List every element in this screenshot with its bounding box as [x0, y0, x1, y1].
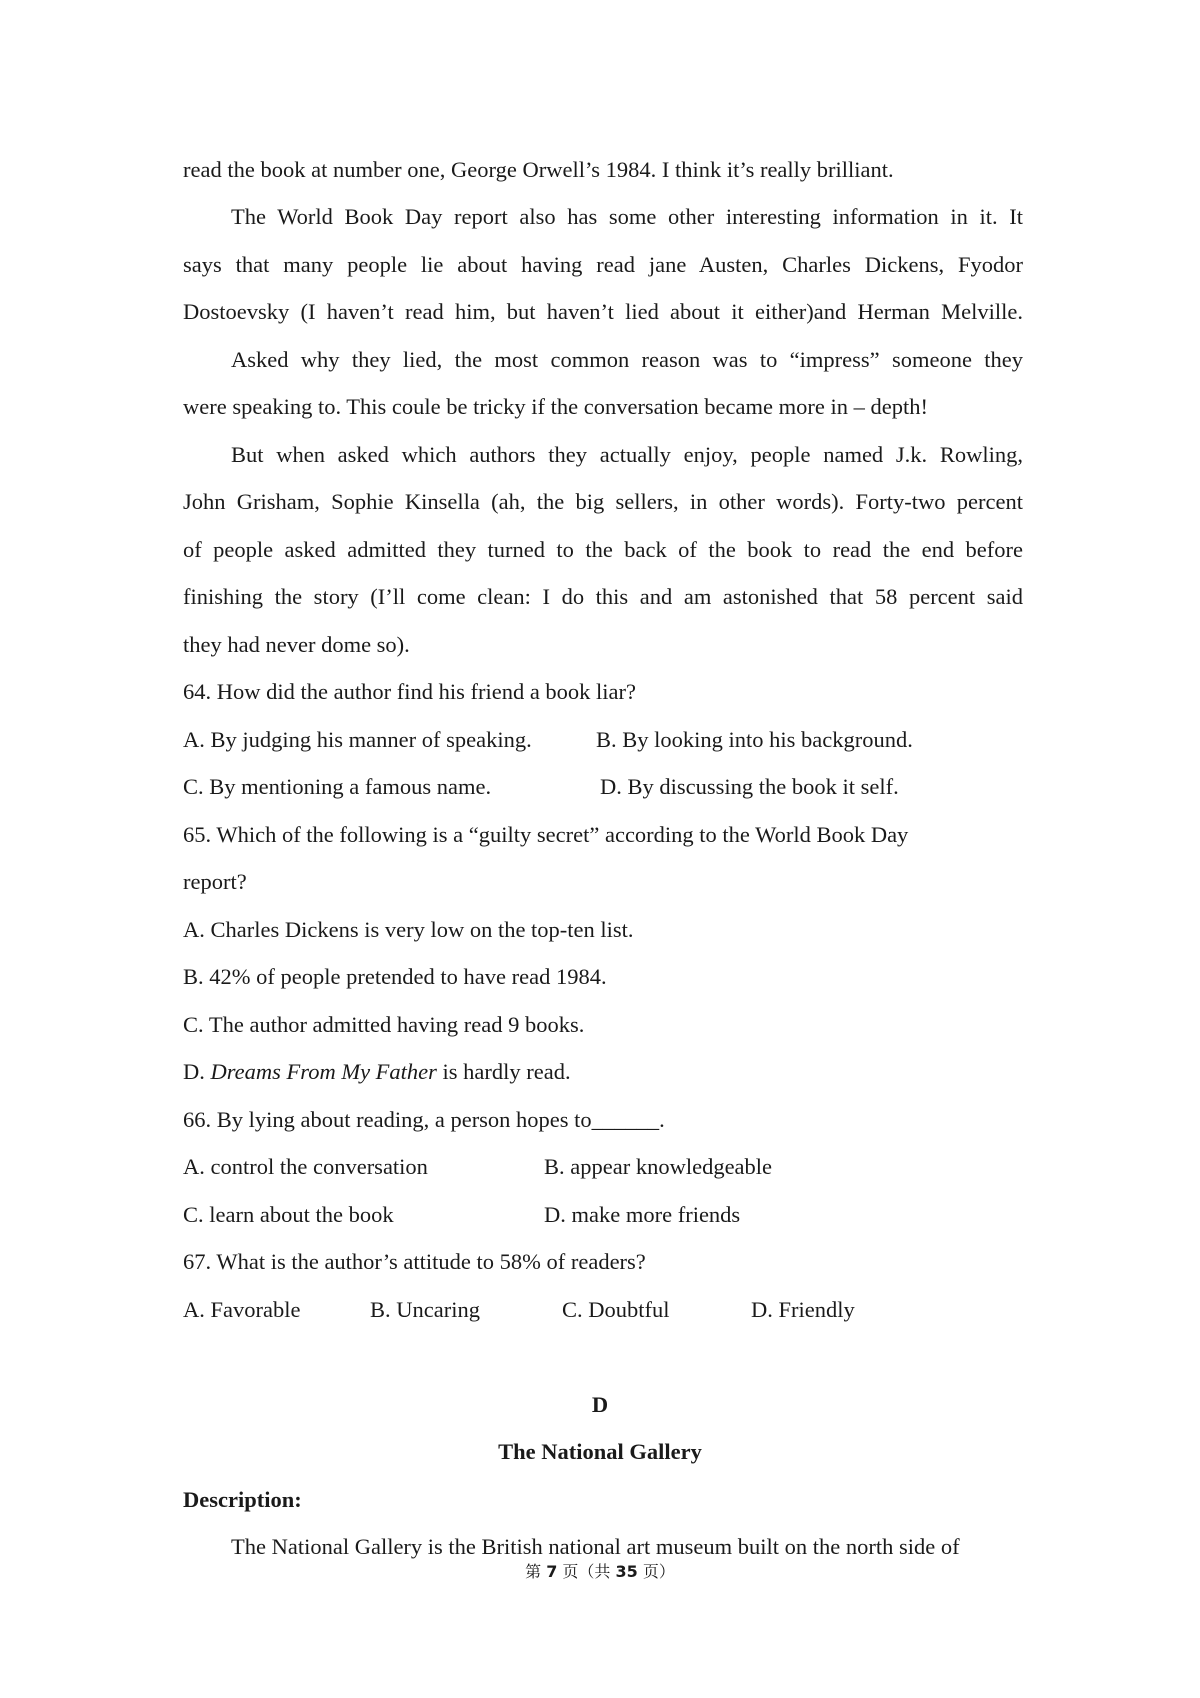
passage-line: The World Book Day report also has some other interesting information in it. It [231, 204, 1023, 229]
question-66-option-b: B. appear knowledgeable [544, 1154, 773, 1179]
option-d-prefix: D. [183, 1059, 211, 1084]
passage-line: John Grisham, Sophie Kinsella (ah, the big sellers, in other words). Forty-two percent [183, 489, 1023, 514]
footer-suffix: 页） [642, 1562, 675, 1581]
question-65-option-c: C. The author admitted having read 9 books. [183, 1012, 585, 1037]
question-65-stem: 65. Which of the following is a “guilty secret” according to the World Book Day [183, 822, 909, 847]
question-66-stem: 66. By lying about reading, a person hopes to______. [183, 1107, 665, 1132]
question-64-option-b: B. By looking into his background. [596, 727, 913, 752]
description-label: Description: [183, 1487, 302, 1512]
section-first-line: The National Gallery is the British national art museum built on the north side of [231, 1534, 960, 1559]
passage-line: read the book at number one, George Orwell’s 1984. I think it’s really brilliant. [183, 157, 894, 182]
footer-prefix: 第 [525, 1562, 542, 1581]
question-65-option-a: A. Charles Dickens is very low on the top-ten list. [183, 917, 634, 942]
section-title: The National Gallery [498, 1439, 702, 1464]
footer-total-pages: 35 [615, 1562, 638, 1581]
passage-line: says that many people lie about having read jane Austen, Charles Dickens, Fyodor [183, 252, 1023, 277]
question-67-option-c: C. Doubtful [562, 1297, 670, 1322]
question-66-option-a: A. control the conversation [183, 1154, 428, 1179]
passage-line: Asked why they lied, the most common reason was to “impress” someone they [231, 347, 1023, 372]
question-65-option-d [183, 1057, 1023, 1087]
question-64-option-c: C. By mentioning a famous name. [183, 774, 492, 799]
question-66-option-d: D. make more friends [544, 1202, 741, 1227]
question-67-stem: 67. What is the author’s attitude to 58% of readers? [183, 1249, 646, 1274]
passage-line: of people asked admitted they turned to the back of the book to read the end before [183, 537, 1023, 562]
question-65-option-b: B. 42% of people pretended to have read 1984. [183, 964, 607, 989]
passage-line: they had never dome so). [183, 632, 410, 657]
question-64-stem: 64. How did the author find his friend a book liar? [183, 679, 637, 704]
page-footer [0, 1561, 1200, 1583]
section-letter: D [591, 1392, 609, 1417]
passage-line: were speaking to. This coule be tricky if the conversation became more in – depth! [183, 394, 928, 419]
passage-line: finishing the story (I’ll come clean: I do this and am astonished that 58 percent said [183, 584, 1023, 609]
question-67-option-d: D. Friendly [751, 1297, 855, 1322]
passage-line: Dostoevsky (I haven’t read him, but haven’t lied about it either)and Herman Melville. [183, 299, 1023, 324]
footer-middle: 页（共 [562, 1562, 611, 1581]
footer-page-number: 7 [546, 1562, 558, 1581]
question-67-option-a: A. Favorable [183, 1297, 301, 1322]
question-65-stem-continued: report? [183, 869, 247, 894]
book-title: Dreams From My Father [210, 1059, 437, 1084]
question-67-option-b: B. Uncaring [370, 1297, 480, 1322]
question-64-option-a: A. By judging his manner of speaking. [183, 727, 532, 752]
question-66-option-c: C. learn about the book [183, 1202, 394, 1227]
option-d-suffix: is hardly read. [436, 1059, 571, 1084]
question-64-option-d: D. By discussing the book it self. [600, 774, 899, 799]
passage-line: But when asked which authors they actually enjoy, people named J.k. Rowling, [231, 442, 1023, 467]
